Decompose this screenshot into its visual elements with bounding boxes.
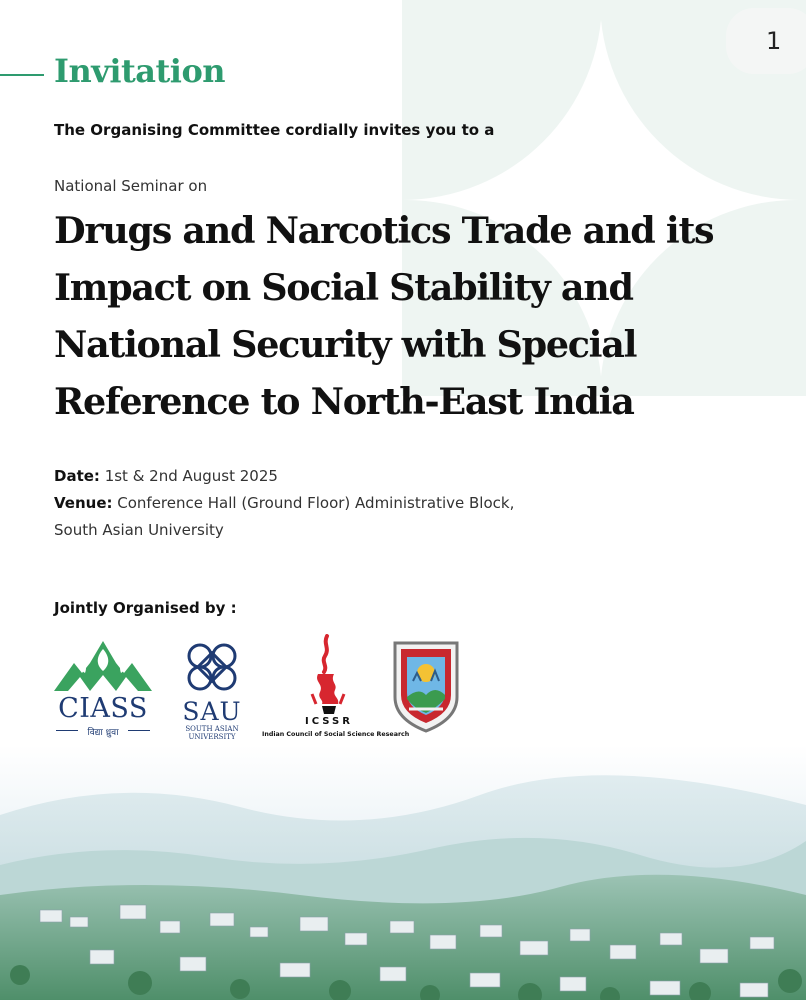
institution-crest-icon xyxy=(389,637,463,733)
venue-value: Conference Hall (Ground Floor) Administrative Block, xyxy=(112,494,515,512)
seminar-title: Drugs and Narcotics Trade and its Impact on Social Stability and National Security with Special Reference to North-East India xyxy=(54,209,714,423)
organisers-heading: Jointly Organised by : xyxy=(54,599,237,617)
sau-wordmark: SAU xyxy=(182,697,242,726)
date-line xyxy=(54,463,514,490)
page-number-badge xyxy=(726,8,806,74)
ciass-mountain-icon xyxy=(52,635,154,693)
ciass-wordmark: CIASS xyxy=(58,693,148,724)
icssr-wordmark: ICSSR xyxy=(305,716,353,727)
event-details xyxy=(54,463,514,544)
background-shape xyxy=(402,0,602,200)
hillside-town-image xyxy=(0,745,806,1000)
date-label: Date: xyxy=(54,467,100,485)
venue-line xyxy=(54,490,514,517)
ciass-logo xyxy=(52,635,154,738)
icssr-torch-icon xyxy=(262,634,396,714)
invitation-heading: Invitation xyxy=(54,52,226,90)
sau-knot-icon xyxy=(180,637,244,697)
sau-subtitle xyxy=(180,725,244,741)
sau-subtitle-line: SOUTH ASIAN xyxy=(185,725,239,733)
date-value: 1st & 2nd August 2025 xyxy=(99,467,278,485)
page-number: 1 xyxy=(766,27,782,55)
sau-logo xyxy=(180,637,244,743)
invitation-text: The Organising Committee cordially invites you to a xyxy=(54,121,495,139)
heading-rule xyxy=(0,74,44,76)
ciass-tagline: विद्या ध्रुवा xyxy=(87,728,119,738)
venue-line-2: South Asian University xyxy=(54,521,224,539)
venue-label: Venue: xyxy=(54,494,113,512)
sau-subtitle-line: UNIVERSITY xyxy=(188,733,236,741)
icssr-full-name: Indian Council of Social Science Research xyxy=(262,731,410,738)
icssr-logo xyxy=(262,634,410,740)
seminar-label: National Seminar on xyxy=(54,177,208,195)
